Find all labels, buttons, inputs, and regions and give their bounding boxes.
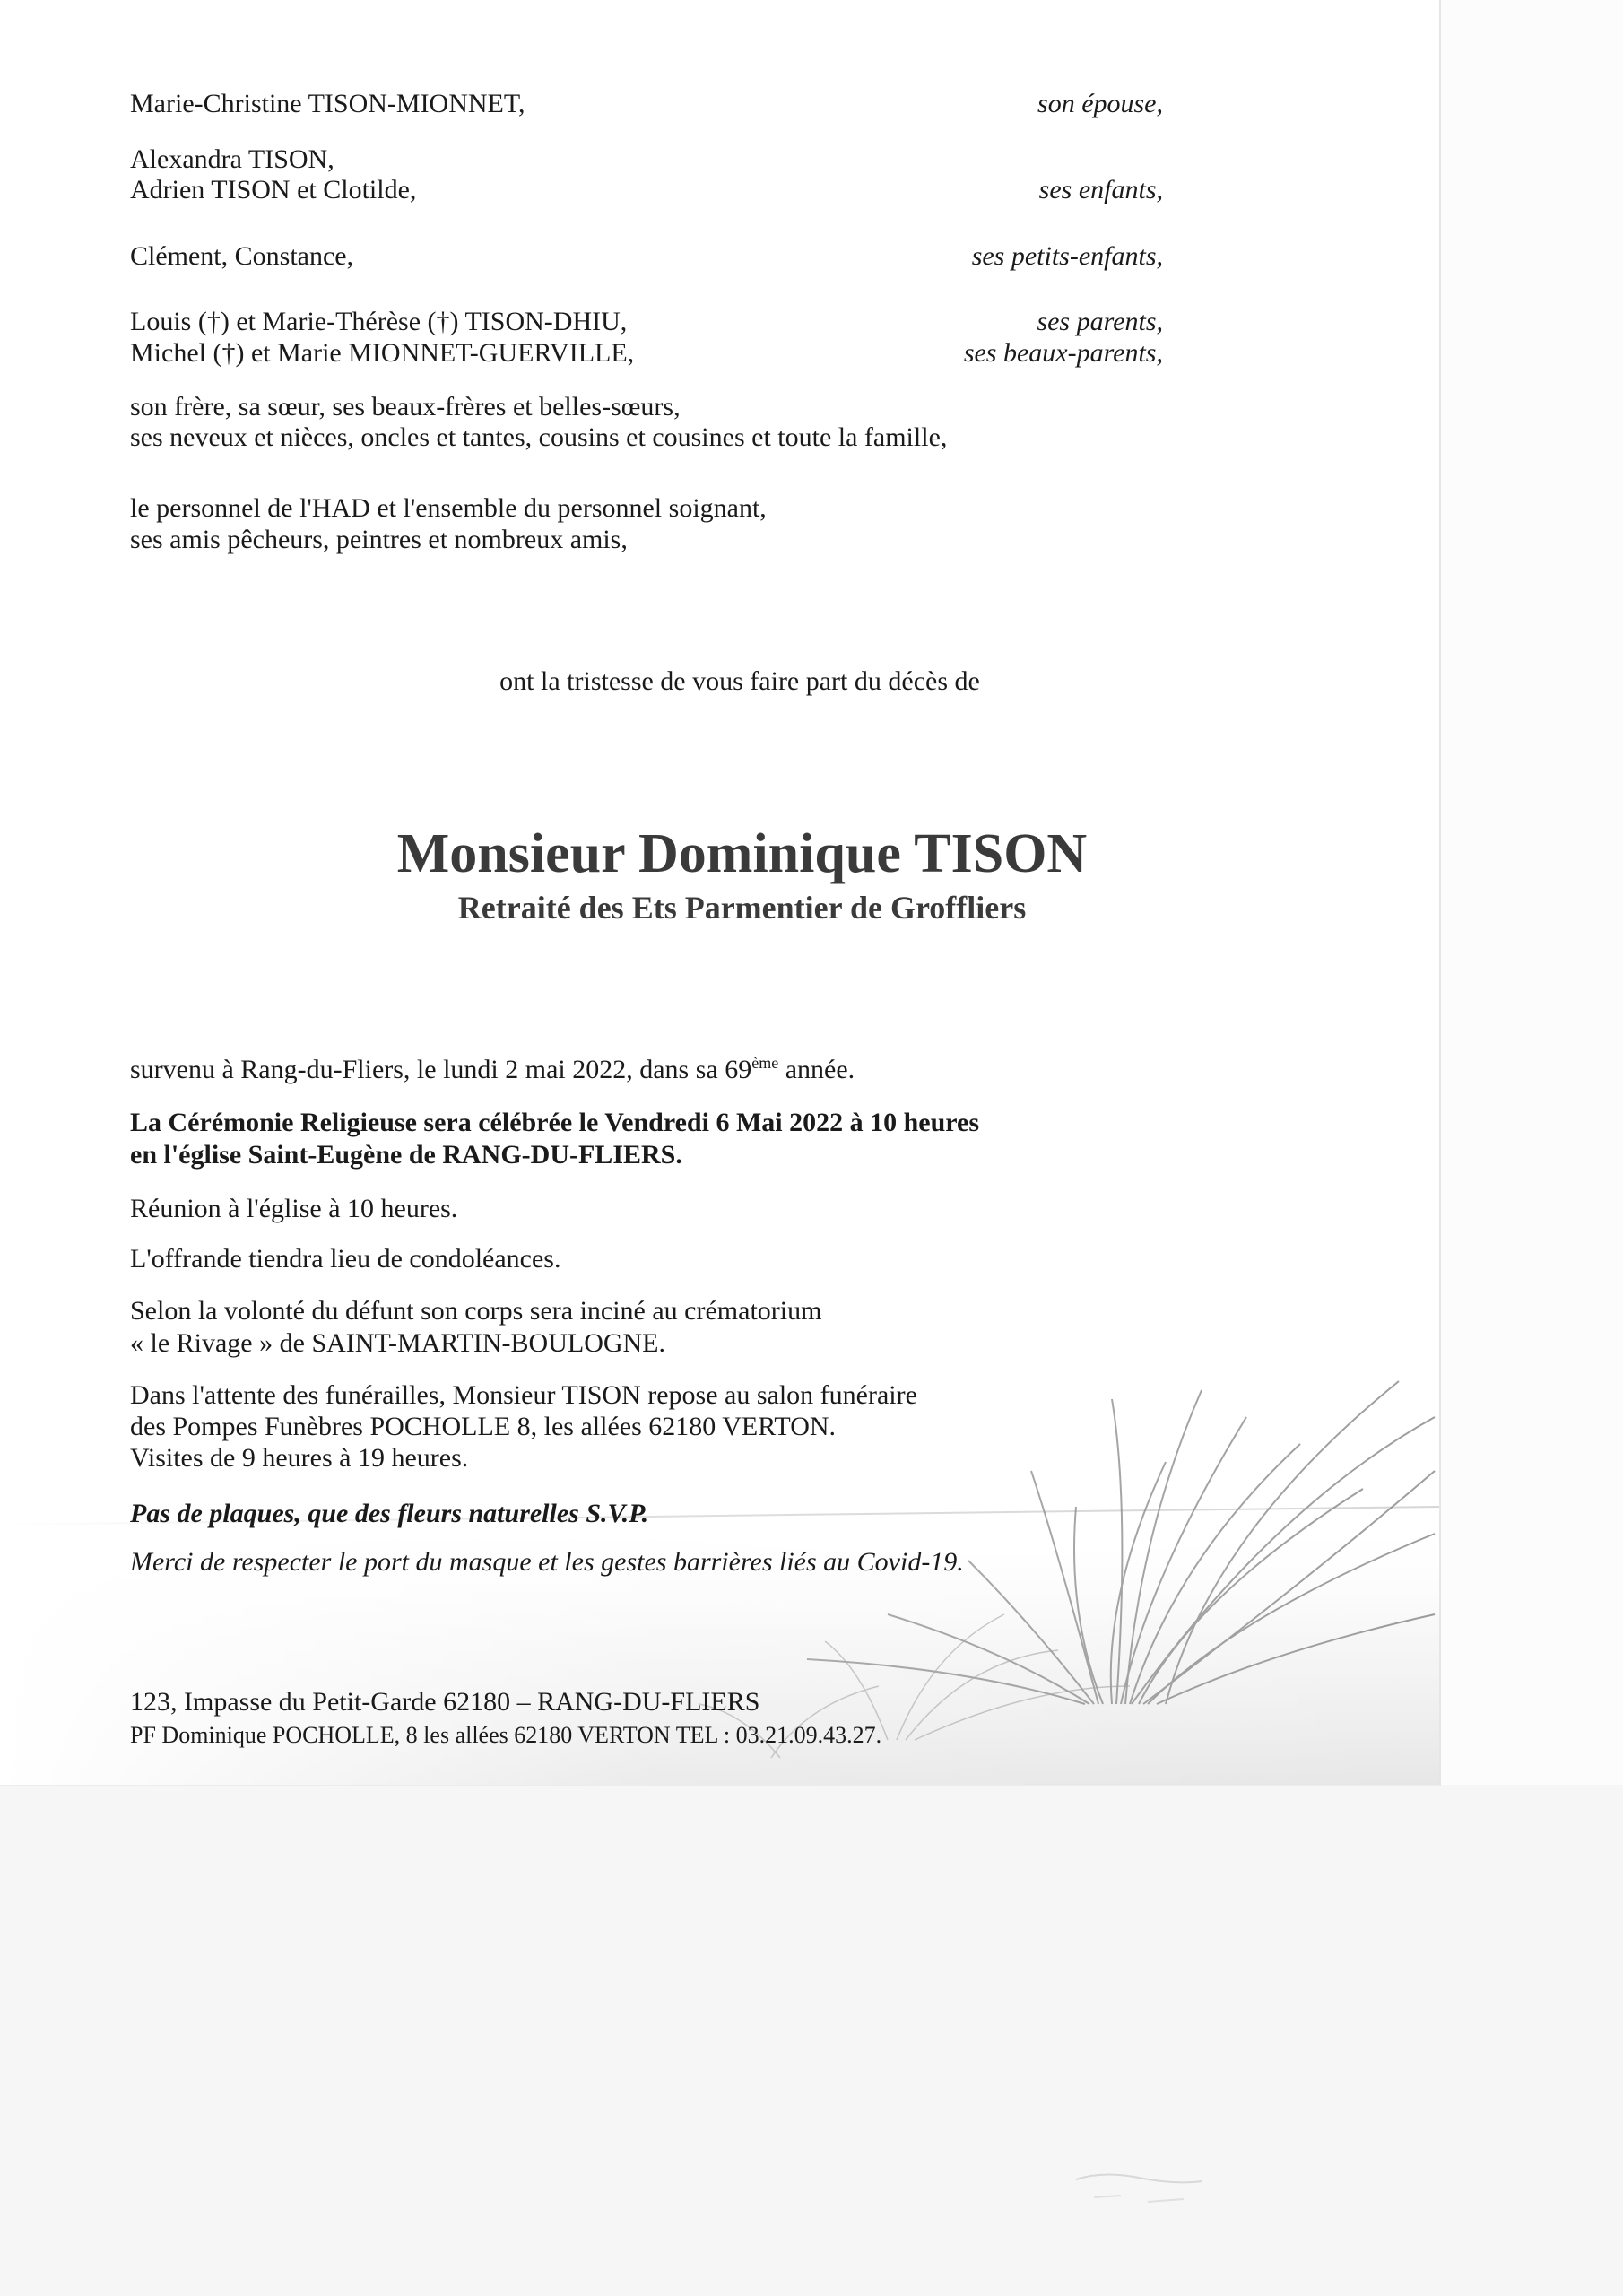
friends-line-1: le personnel de l'HAD et l'ensemble du personnel soignant,	[130, 493, 767, 523]
deceased-title: Retraité des Ets Parmentier de Groffliers	[457, 890, 1027, 926]
death-notice-suffix: année.	[778, 1055, 855, 1084]
family-name-parents-in-law: Michel (†) et Marie MIONNET-GUERVILLE,	[130, 338, 635, 368]
relation-grandchildren: ses petits-enfants,	[971, 241, 1163, 271]
flowers-note: Pas de plaques, que des fleurs naturelles S.V.P.	[130, 1499, 649, 1528]
death-notice-superscript: ème	[751, 1054, 779, 1072]
family-name-child-1: Alexandra TISON,	[130, 144, 334, 174]
announcement-text: ont la tristesse de vous faire part du décès de	[499, 666, 980, 696]
scan-smudge	[1067, 2161, 1211, 2215]
funeral-home-info: PF Dominique POCHOLLE, 8 les allées 62180 VERTON TEL : 03.21.09.43.27.	[130, 1722, 882, 1748]
relation-parents-in-law: ses beaux-parents,	[963, 338, 1163, 368]
family-name-child-2: Adrien TISON et Clotilde,	[130, 175, 417, 204]
ceremony-line-1: La Cérémonie Religieuse sera célébrée le Vendredi 6 Mai 2022 à 10 heures	[130, 1108, 980, 1137]
meeting-text: Réunion à l'église à 10 heures.	[130, 1194, 458, 1223]
family-name-spouse: Marie-Christine TISON-MIONNET,	[130, 89, 525, 118]
scan-empty-area	[0, 1785, 1623, 2296]
viewing-line-3: Visites de 9 heures à 19 heures.	[130, 1443, 469, 1473]
death-notice-prefix: survenu à Rang-du-Fliers, le lundi 2 mai 2022, dans sa 69	[130, 1055, 752, 1084]
offering-text: L'offrande tiendra lieu de condoléances.	[130, 1244, 561, 1274]
extended-family-line-1: son frère, sa sœur, ses beaux-frères et belles-sœurs,	[130, 392, 681, 422]
extended-family-line-2: ses neveux et nièces, oncles et tantes, cousins et cousines et toute la famille,	[130, 422, 948, 452]
death-notice	[130, 1054, 855, 1086]
relation-parents: ses parents,	[1037, 307, 1163, 336]
cremation-line-2: « le Rivage » de SAINT-MARTIN-BOULOGNE.	[130, 1328, 666, 1358]
family-name-grandchildren: Clément, Constance,	[130, 241, 354, 271]
friends-line-2: ses amis pêcheurs, peintres et nombreux amis,	[130, 525, 628, 554]
scan-margin	[1441, 0, 1623, 1785]
deceased-name: Monsieur Dominique TISON	[396, 823, 1088, 884]
covid-note: Merci de respecter le port du masque et les gestes barrières liés au Covid-19.	[130, 1547, 964, 1577]
family-address: 123, Impasse du Petit-Garde 62180 – RANG-DU-FLIERS	[130, 1687, 760, 1717]
ceremony-line-2: en l'église Saint-Eugène de RANG-DU-FLIERS.	[130, 1140, 682, 1170]
cremation-line-1: Selon la volonté du défunt son corps sera inciné au crématorium	[130, 1296, 822, 1326]
relation-children: ses enfants,	[1038, 175, 1163, 204]
viewing-line-2: des Pompes Funèbres POCHOLLE 8, les allées 62180 VERTON.	[130, 1412, 837, 1441]
relation-spouse: son épouse,	[1037, 89, 1163, 118]
family-name-parents: Louis (†) et Marie-Thérèse (†) TISON-DHIU,	[130, 307, 628, 336]
viewing-line-1: Dans l'attente des funérailles, Monsieur TISON repose au salon funéraire	[130, 1380, 917, 1410]
